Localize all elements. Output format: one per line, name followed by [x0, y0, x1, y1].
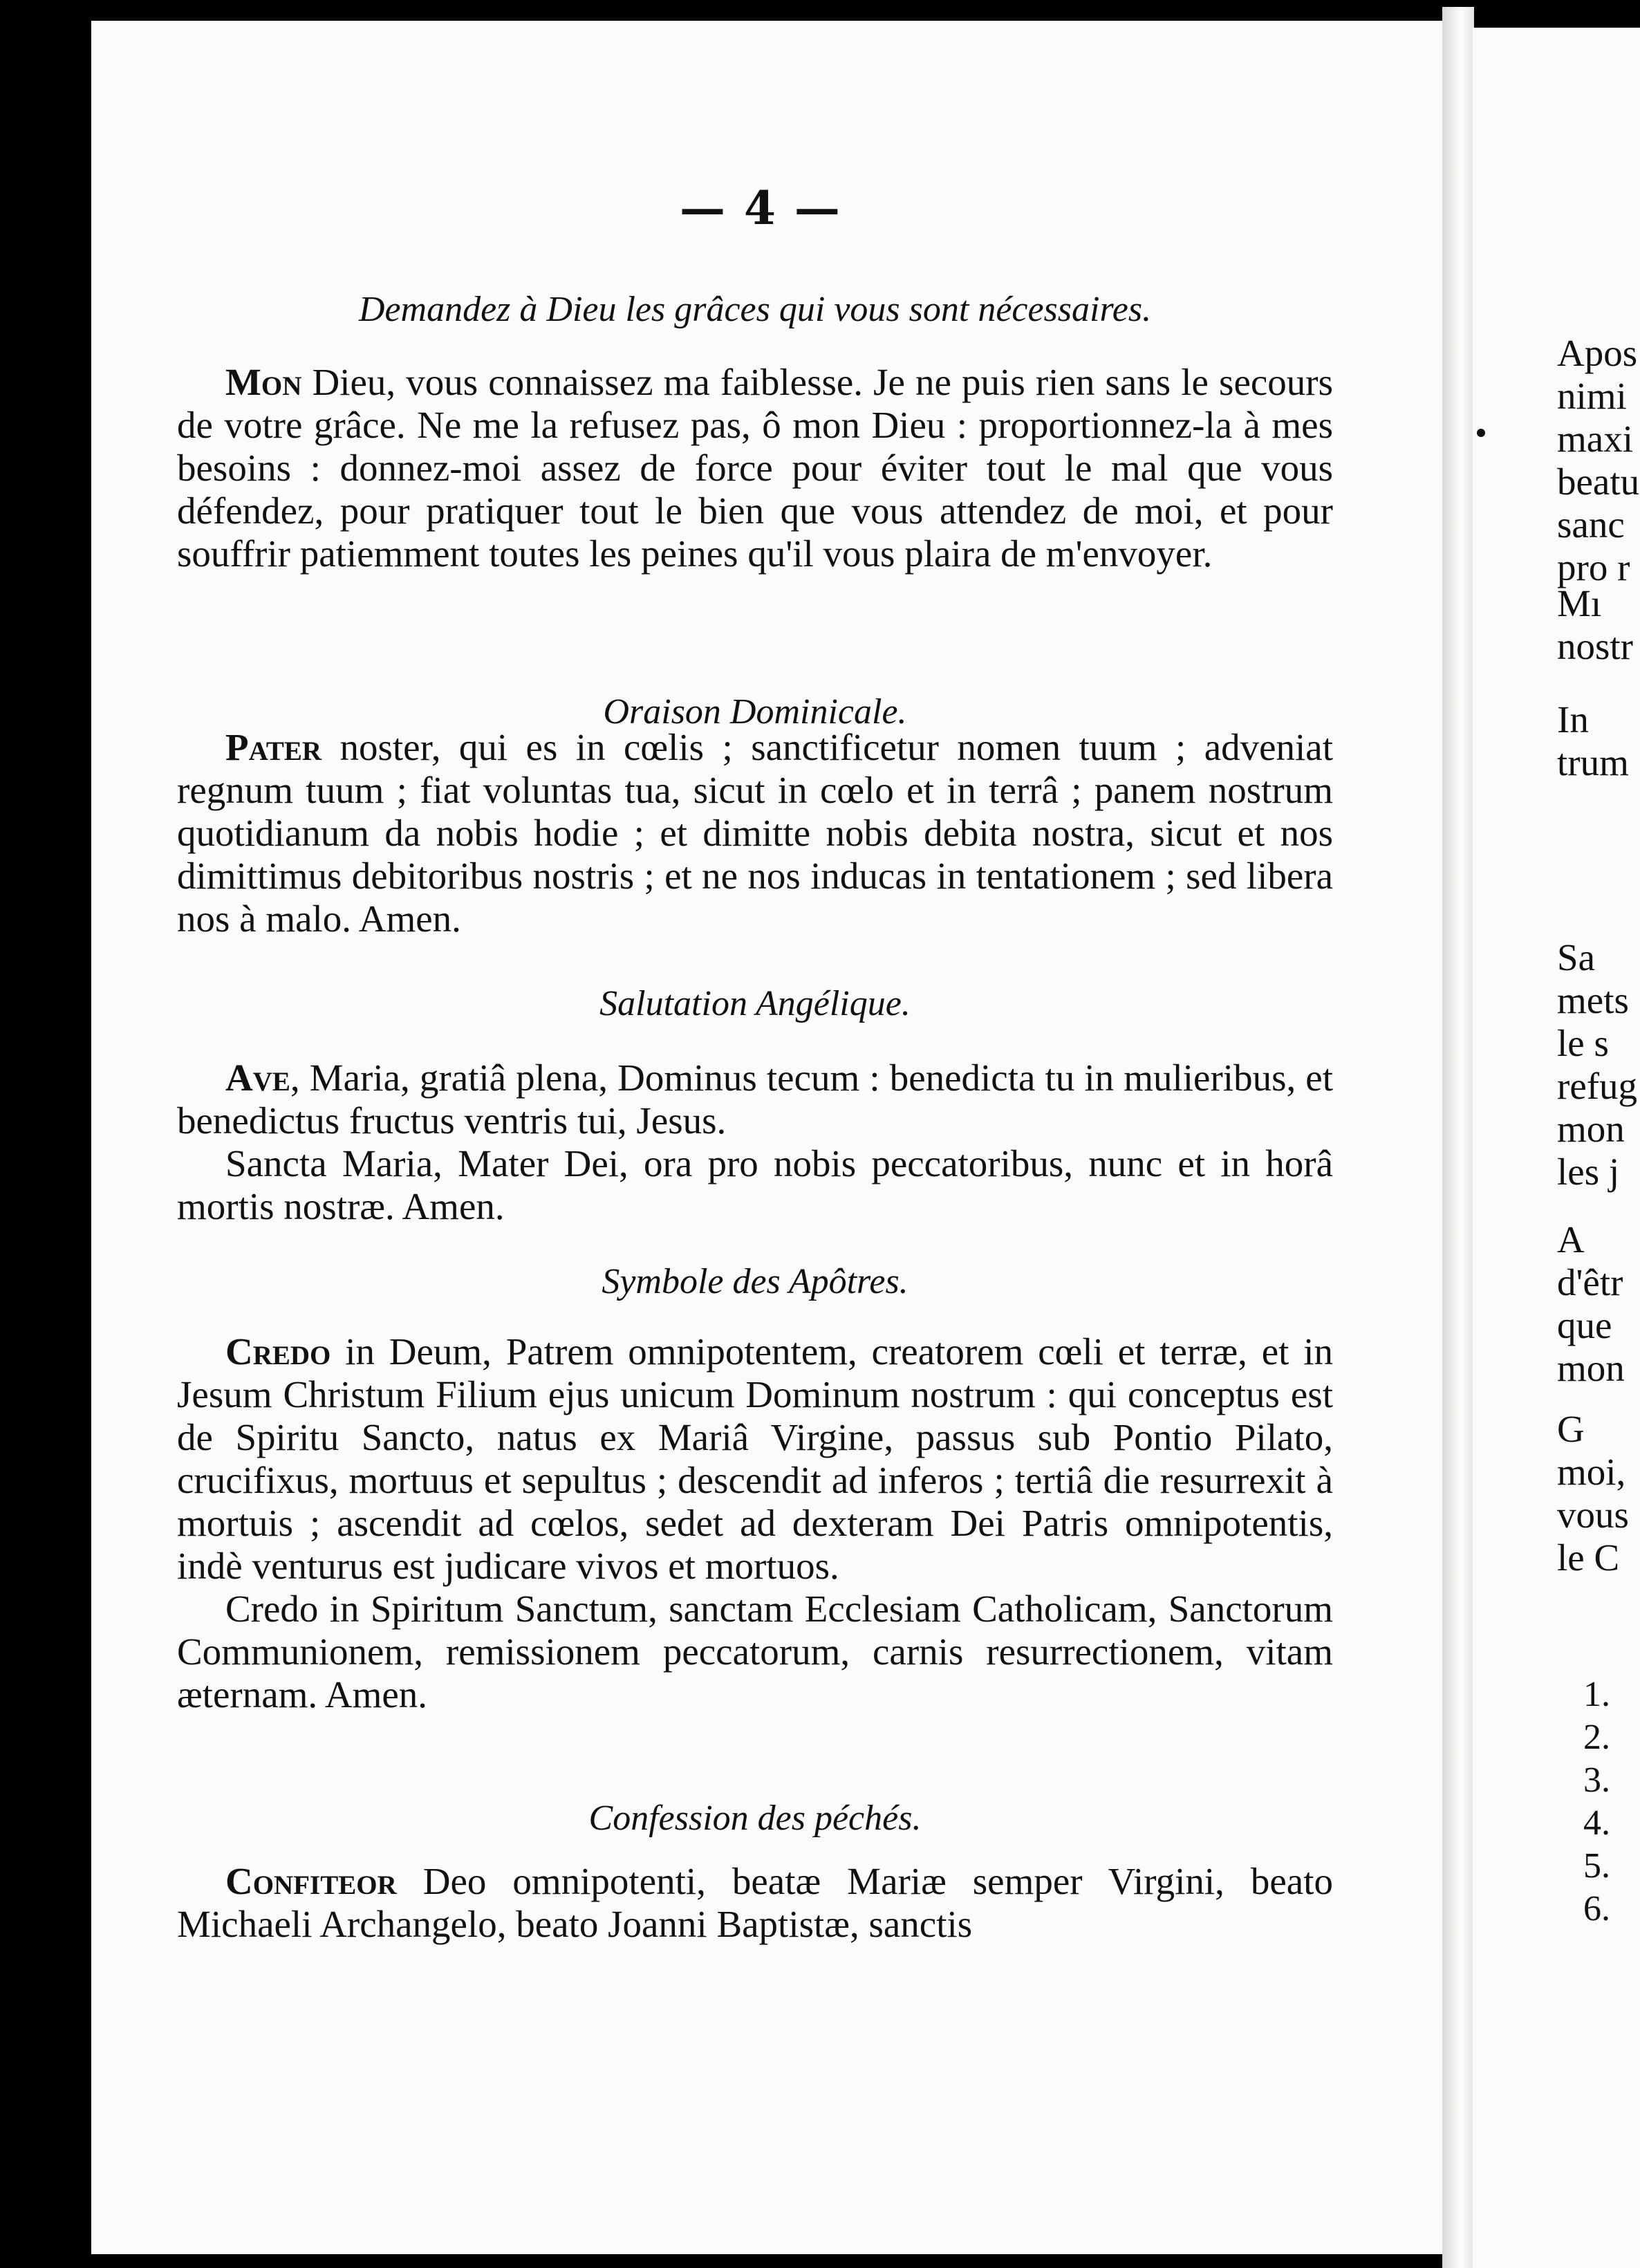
right-block-c — [1557, 698, 1640, 784]
list-number: 3. — [1583, 1760, 1610, 1800]
oraison-heading: Oraison Dominicale. — [603, 692, 907, 732]
right-line: refug — [1557, 1065, 1638, 1107]
right-line: le s — [1557, 1022, 1609, 1064]
book-gutter — [1442, 7, 1474, 2268]
credo2-body: Credo in Spiritum Sanctum, sanctam Ecclesiam Catholicam, Sanctorum Communionem, remissionem peccatorum, carnis resurrectionem, vitam æternam. Amen. — [177, 1588, 1333, 1716]
list-number: 5. — [1583, 1846, 1610, 1886]
right-block-f — [1557, 1408, 1640, 1579]
list-number: 2. — [1583, 1718, 1610, 1757]
symbole-heading: Symbole des Apôtres. — [602, 1262, 908, 1301]
right-block-a — [1557, 332, 1640, 589]
right-line: In — [1557, 698, 1589, 741]
right-line: Mı — [1557, 582, 1602, 624]
list-number: 4. — [1583, 1803, 1610, 1843]
right-line: moi, — [1557, 1451, 1626, 1493]
right-line: que — [1557, 1304, 1612, 1346]
confiteor-lead-word: Confiteor — [225, 1860, 397, 1902]
intro-lead-word: Mon — [225, 361, 302, 403]
pater-body: noster, qui es in cœlis ; sanctificetur nomen tuum ; adveniat regnum tuum ; fiat voluntas tua, sicut in cœlo et in terrâ ; panem nostrum quotidianum da nobis hodie ; et dimitte nobis debita nostra, sicut et nos dimittimus debitoribus nostris ; et ne nos inducas in tentationem ; sed libera nos à malo. Amen. — [177, 726, 1333, 940]
right-line: pro r — [1557, 546, 1630, 588]
credo-lead-word: Credo — [225, 1330, 331, 1373]
intro-paragraph — [177, 361, 1333, 575]
right-numbered-list — [1583, 1673, 1610, 1931]
sancta-body: Sancta Maria, Mater Dei, ora pro nobis peccatoribus, nunc et in horâ mortis nostræ. Amen. — [177, 1142, 1333, 1227]
right-line: A — [1557, 1218, 1585, 1261]
confiteor-paragraph — [177, 1860, 1333, 1946]
right-line: nostr — [1557, 625, 1633, 667]
page-number: — 4 — — [680, 181, 841, 235]
ave-body: , Maria, gratiâ plena, Dominus tecum : benedicta tu in mulieribus, et benedictus fructus ventris tui, Jesus. — [177, 1057, 1333, 1142]
right-line: sanc — [1557, 503, 1625, 546]
pater-paragraph — [177, 726, 1333, 940]
right-line: nimi — [1557, 375, 1627, 417]
right-line: mon — [1557, 1108, 1625, 1150]
credo-body: in Deum, Patrem omnipotentem, creatorem cœli et terræ, et in Jesum Christum Filium ejus unicum Dominum nostrum : qui conceptus est de Spiritu Sancto, natus ex Mariâ Virgine, passus sub Pontio Pilato, crucifixus, mortuus et sepultus ; descendit ad inferos ; tertiâ die resurrexit à mortuis ; ascendit ad cœlos, sedet ad dexteram Dei Patris omnipotentis, indè venturus est judicare vivos et mortuos. — [177, 1330, 1333, 1587]
right-block-b — [1557, 582, 1640, 668]
right-line: le C — [1557, 1536, 1620, 1579]
ink-dot — [1477, 429, 1485, 437]
credo-paragraph — [177, 1330, 1333, 1716]
right-line: maxi — [1557, 418, 1633, 460]
list-number: 6. — [1583, 1889, 1610, 1928]
right-line: les j — [1557, 1151, 1620, 1193]
right-line: vous — [1557, 1494, 1629, 1536]
confiteor-body: Deo omnipotenti, beatæ Mariæ semper Virgini, beato Michaeli Archangelo, beato Joanni Baptistæ, sanctis — [177, 1860, 1333, 1945]
right-line: G — [1557, 1408, 1585, 1450]
salutation-heading: Salutation Angélique. — [599, 984, 911, 1023]
list-number: 1. — [1583, 1675, 1610, 1714]
intro-body: Dieu, vous connaissez ma faiblesse. Je ne puis rien sans le secours de votre grâce. Ne me la refusez pas, ô mon Dieu : proportionnez-la à mes besoins : donnez-moi assez de force pour éviter tout le mal que vous défendez, pour pratiquer tout le bien que vous attendez de moi, et pour souffrir patiemment toutes les peines qu'il vous plaira de m'envoyer. — [177, 361, 1333, 575]
right-line: Sa — [1557, 936, 1595, 978]
right-block-e — [1557, 1218, 1640, 1390]
ave-paragraph — [177, 1057, 1333, 1228]
right-line: mon — [1557, 1347, 1625, 1389]
intro-heading: Demandez à Dieu les grâces qui vous sont nécessaires. — [358, 290, 1152, 329]
right-line: mets — [1557, 979, 1629, 1021]
right-line: Apos — [1557, 332, 1638, 374]
right-line: trum — [1557, 741, 1629, 783]
pater-lead-word: Pater — [225, 726, 322, 768]
confession-heading: Confession des péchés. — [588, 1798, 922, 1838]
right-line: beatu — [1557, 461, 1640, 503]
ave-lead-word: Ave — [225, 1057, 290, 1099]
right-block-d — [1557, 936, 1640, 1193]
right-line: d'êtr — [1557, 1261, 1623, 1303]
